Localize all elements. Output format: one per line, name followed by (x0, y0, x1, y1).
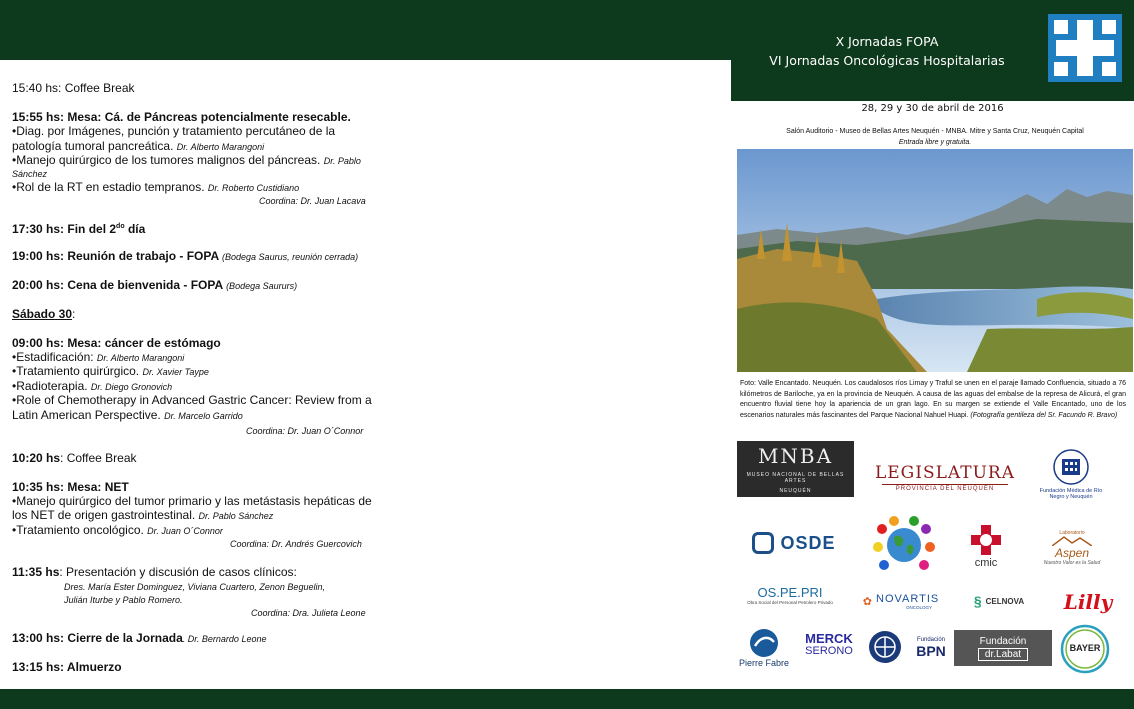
schedule-line: 20:00 hs: Cena de bienvenida - FOPA (Bodega Saururs) (12, 278, 298, 292)
schedule-line: Latin American Perspective. Dr. Marcelo Garrido (12, 408, 243, 422)
dna-icon: § (973, 593, 982, 609)
schedule-line: patología tumoral pancreática. Dr. Alberto Marangoni (12, 139, 265, 153)
building-icon (1053, 449, 1089, 485)
schedule-line: 10:20 hs: Coffee Break (12, 451, 137, 465)
novartis-logo: ✿ NOVARTIS ONCOLOGY (862, 592, 940, 610)
schedule-line: 13:15 hs: Almuerzo (12, 660, 122, 674)
schedule-line: •Estadificación: Dr. Alberto Marangoni (12, 350, 185, 364)
fundacion-medica-logo: Fundación Médica de Río Negro y Neuquén (1030, 438, 1112, 510)
event-venue: Salón Auditorio - Museo de Bellas Artes Neuquén - MNBA. Mitre y Santa Cruz, Neuquén Capital Entrada libre y gratuita. (786, 128, 1084, 146)
title-line-1: X Jornadas FOPA (835, 34, 939, 49)
cmic-logo-icon (969, 523, 1003, 557)
celnova-logo: § CELNOVA (973, 593, 1025, 609)
coordinator: Coordina: Dr. Juan O´Connor (246, 426, 364, 436)
schedule-line: •Manejo quirúrgico de los tumores malignos del páncreas. Dr. Pablo (12, 153, 361, 167)
schedule-line: 13:00 hs: Cierre de la Jornada. Dr. Bernardo Leone (12, 631, 267, 645)
bpn-logo: Fundación BPN (916, 637, 946, 659)
bottom-bar (0, 689, 1134, 709)
cmic-logo: cmic (963, 518, 1009, 574)
legislatura-logo: LEGISLATURA PROVINCIA DEL NEUQUÉN (874, 462, 1016, 492)
schedule-line: 09:00 hs: Mesa: cáncer de estómago (12, 336, 221, 350)
title-line-2: VI Jornadas Oncológicas Hospitalarias (769, 53, 1005, 68)
photo-caption: Foto: Valle Encantado. Neuquén. Los caudalosos ríos Limay y Traful se unen en el paraje llamado Confluencia, situado a 76 kilómetros de Bariloche, ya en la provincia de Neuquén. A causa de las aguas del embalse de la represa de Alicurá, el gran encuentro fluvial tiene hoy la apariencia de un gran lago. En su margen se extiende el Valle Encantado, uno de los escenarios naturales más fascinantes del Parque Nacional Nahuel Huapi. (Fotografía gentileza del Sr. Facundo R. Bravo) (740, 380, 1126, 419)
pierre-fabre-logo: Pierre Fabre (733, 625, 795, 671)
landscape-photo (737, 149, 1133, 372)
bayer-logo: BAYER (1060, 624, 1110, 674)
day-heading: Sábado 30: (12, 307, 76, 321)
fundacion-labat-logo: Fundación dr.Labat (954, 630, 1052, 666)
schedule-line: Sánchez (12, 169, 48, 179)
globe-hands-logo-icon (868, 514, 940, 574)
event-date: 28, 29 y 30 de abril de 2016 (861, 103, 1004, 114)
schedule-line: Dres. María Ester Dominguez, Viviana Cuartero, Zenon Beguelin, (64, 582, 325, 592)
osde-logo-icon (752, 532, 774, 554)
aspen-mountain-icon (1052, 536, 1092, 546)
schedule-line: •Role of Chemotherapy in Advanced Gastric Cancer: Review from a (12, 393, 372, 407)
unco-logo-icon (868, 630, 902, 664)
schedule-line: 19:00 hs: Reunión de trabajo - FOPA (Bodega Saurus, reunión cerrada) (12, 249, 359, 263)
cross-logo-icon (1048, 14, 1122, 82)
schedule-line: 17:30 hs: Fin del $2^{do}$ día (12, 222, 146, 236)
schedule-line: Julián Iturbe y Pablo Romero. (64, 595, 183, 605)
schedule-line: •Radioterapia. Dr. Diego Gronovich (12, 379, 173, 393)
lilly-logo: Lilly (1063, 590, 1113, 614)
pierre-fabre-logo-icon (747, 628, 781, 658)
merck-serono-logo: MERCK SERONO (805, 631, 853, 657)
schedule-line: los NET de origen gastrointestinal. Dr. Pablo Sánchez (12, 508, 274, 522)
schedule-line: •Tratamiento quirúrgico. Dr. Xavier Taype (12, 364, 209, 378)
schedule-line: 10:35 hs: Mesa: NET (12, 480, 129, 494)
schedule-line: 15:55 hs: Mesa: Cá. de Páncreas potencialmente resecable. (12, 110, 351, 124)
schedule-line: 15:40 hs: Coffee Break (12, 81, 135, 95)
coordinator: Coordina: Dr. Juan Lacava (259, 196, 366, 206)
coordinator: Coordina: Dr. Andrés Guercovich (230, 539, 362, 549)
mnba-logo: MNBA MUSEO NACIONAL DE BELLAS ARTES NEUQUÉN (737, 441, 854, 497)
coordinator: Coordina: Dra. Julieta Leone (251, 608, 366, 618)
schedule-line: •Diag. por Imágenes, punción y tratamiento percutáneo de la (12, 124, 336, 138)
schedule-line: •Manejo quirúrgico del tumor primario y las metástasis hepáticas de (12, 494, 372, 508)
schedule-line: •Tratamiento oncológico. Dr. Juan O´Connor (12, 523, 223, 537)
aspen-logo: Laboratorio Aspen Nuestro Valor es la Salud (1043, 530, 1101, 566)
osde-logo: OSDE (739, 526, 849, 560)
schedule-line: 11:35 hs: Presentación y discusión de casos clínicos: (12, 565, 297, 579)
schedule-line: •Rol de la RT en estadio tempranos. Dr. Roberto Custidiano (12, 180, 300, 194)
ospepri-logo: OS.PE.PRI Obra Social del Personal Petrolero Privado (747, 585, 833, 605)
